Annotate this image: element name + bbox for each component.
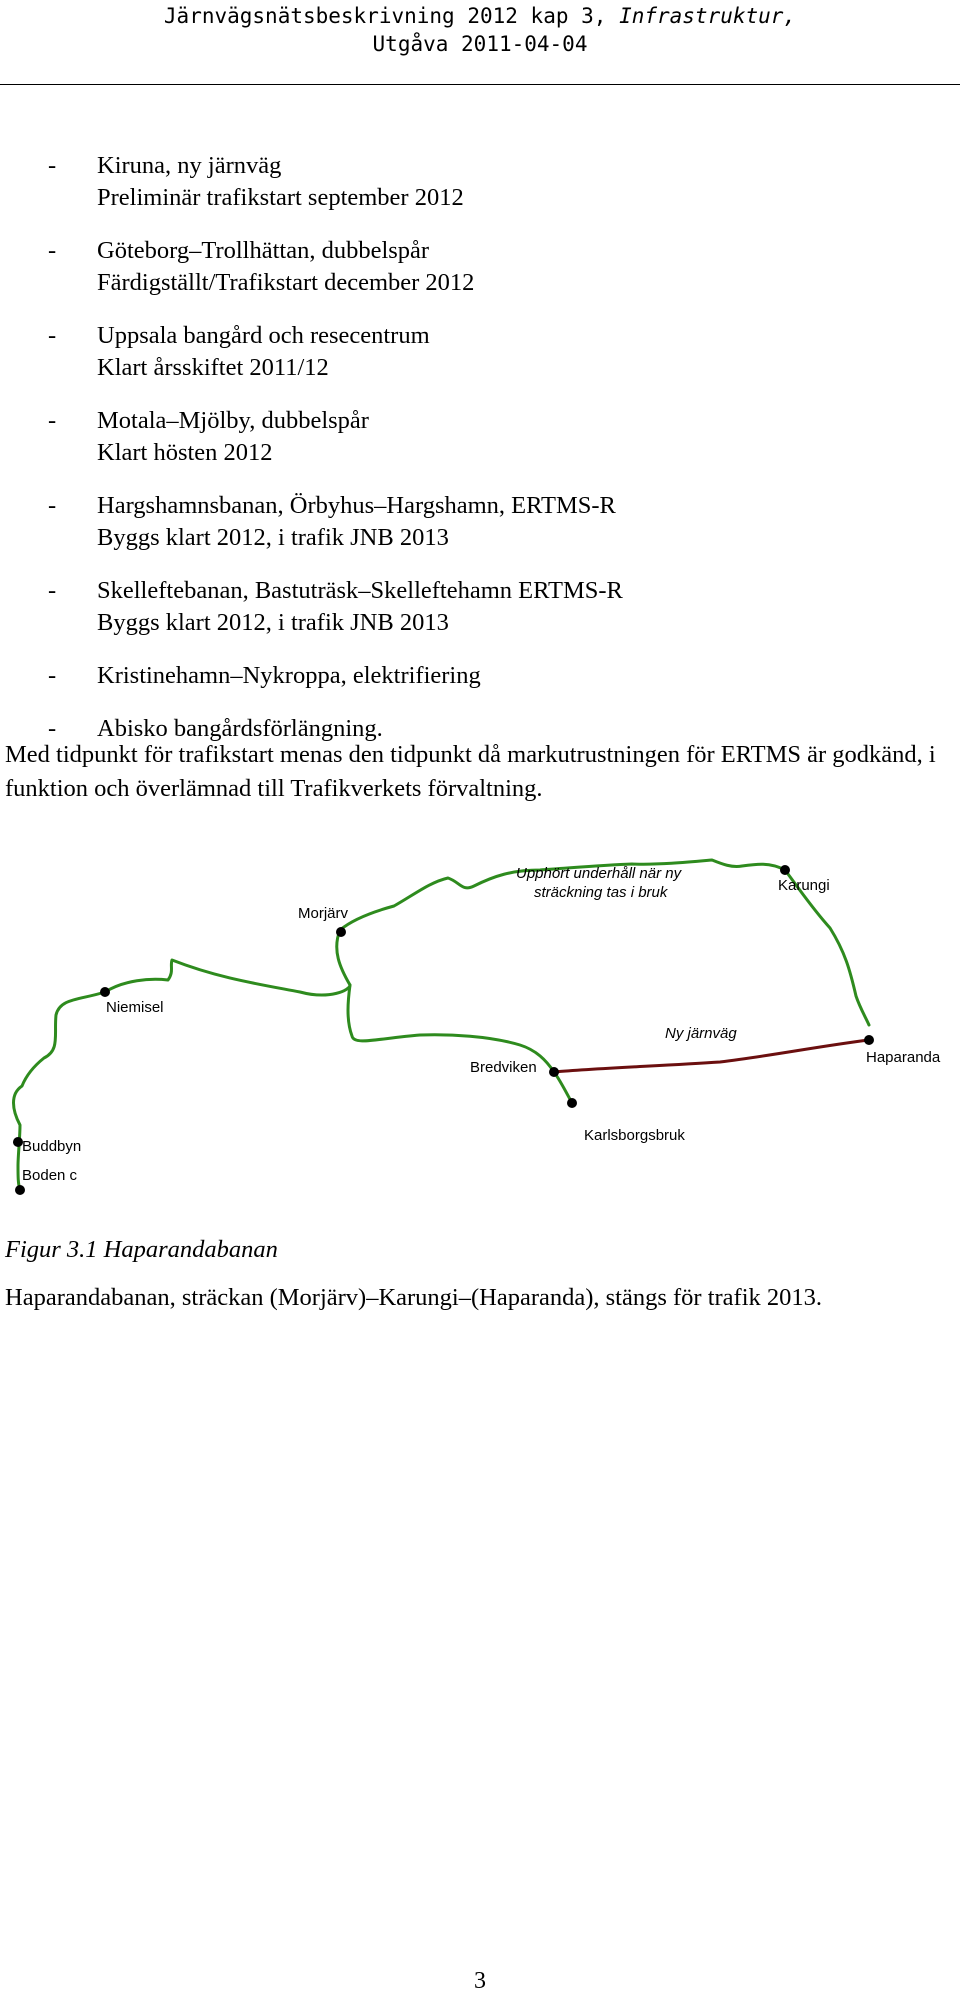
label-boden: Boden c — [22, 1167, 78, 1184]
header-title: Järnvägsnätsbeskrivning 2012 kap 3, — [163, 4, 620, 28]
list-item — [0, 405, 960, 469]
list-item — [0, 320, 960, 384]
trafikstart-paragraph: Med tidpunkt för trafikstart menas den tidpunkt då markutrustningen för ERTMS är godkänd, i funktion och överlämnad till Trafikverkets förvaltning. — [5, 741, 936, 802]
list-item-status: Klart hösten 2012 — [97, 439, 273, 466]
list-item-title: Göteborg–Trollhättan, dubbelspår — [97, 237, 430, 264]
list-bullet: - — [48, 322, 57, 349]
list-bullet: - — [48, 662, 57, 689]
figure-caption: Figur 3.1 Haparandabanan — [5, 1236, 278, 1263]
list-item-title: Abisko bangårdsförlängning. — [97, 715, 383, 742]
label-karungi: Karungi — [778, 877, 830, 894]
list-item-title: Uppsala bangård och resecentrum — [97, 322, 430, 349]
header-divider — [0, 84, 960, 85]
list-item-status: Preliminär trafikstart september 2012 — [97, 184, 464, 211]
list-item-status: Färdigställt/Trafikstart december 2012 — [97, 269, 475, 296]
label-haparanda: Haparanda — [866, 1049, 941, 1066]
list-item — [0, 575, 960, 639]
list-bullet: - — [48, 237, 57, 264]
list-bullet: - — [48, 492, 57, 519]
figure-description: Haparandabanan, sträckan (Morjärv)–Karungi–(Haparanda), stängs för trafik 2013. — [5, 1284, 823, 1311]
list-item-title: Kiruna, ny järnväg — [97, 152, 282, 179]
project-list — [0, 150, 960, 766]
station-nodes — [13, 865, 874, 1195]
line-morjarv-niemisel — [105, 930, 350, 995]
list-bullet: - — [48, 152, 57, 179]
label-buddbyn: Buddbyn — [22, 1138, 82, 1155]
list-bullet: - — [48, 577, 57, 604]
label-bredviken: Bredviken — [470, 1059, 537, 1076]
boden-node — [15, 1185, 25, 1195]
label-ny-jarnvag: Ny järnväg — [665, 1025, 737, 1042]
haparandabanan-map — [0, 840, 960, 1200]
annotation-upphort-line2: sträckning tas i bruk — [534, 884, 668, 901]
karlsborgsbruk-node — [567, 1098, 577, 1108]
niemisel-node — [100, 987, 110, 997]
label-niemisel: Niemisel — [106, 999, 164, 1016]
list-item — [0, 150, 960, 214]
label-morjarv: Morjärv — [298, 905, 349, 922]
karungi-node — [780, 865, 790, 875]
page-header — [0, 0, 960, 58]
list-item — [0, 235, 960, 299]
label-karlsborgsbruk: Karlsborgsbruk — [584, 1127, 685, 1144]
header-edition: Utgåva 2011-04-04 — [372, 32, 588, 56]
list-item-title: Kristinehamn–Nykroppa, elektrifiering — [97, 662, 481, 689]
list-bullet: - — [48, 407, 57, 434]
list-item-status: Byggs klart 2012, i trafik JNB 2013 — [97, 524, 449, 551]
existing-railway — [14, 860, 870, 1190]
annotation-upphort-line1: Upphört underhåll när ny — [516, 865, 682, 882]
list-item-status: Byggs klart 2012, i trafik JNB 2013 — [97, 609, 449, 636]
bredviken-node — [549, 1067, 559, 1077]
new-railway-line — [554, 1040, 869, 1072]
list-item — [0, 490, 960, 554]
list-item-title: Hargshamnsbanan, Örbyhus–Hargshamn, ERTMS-R — [97, 492, 616, 519]
list-item-title: Skelleftebanan, Bastuträsk–Skelleftehamn ERTMS-R — [97, 577, 623, 604]
haparanda-node — [864, 1035, 874, 1045]
list-item-status: Klart årsskiftet 2011/12 — [97, 354, 329, 381]
morjarv-node — [336, 927, 346, 937]
line-bredviken-karlsborgsbruk — [554, 1072, 572, 1103]
header-title-italic: Infrastruktur, — [619, 4, 797, 28]
list-item — [0, 660, 960, 692]
list-item-title: Motala–Mjölby, dubbelspår — [97, 407, 369, 434]
page-number: 3 — [474, 1968, 486, 1994]
list-bullet: - — [48, 715, 57, 742]
